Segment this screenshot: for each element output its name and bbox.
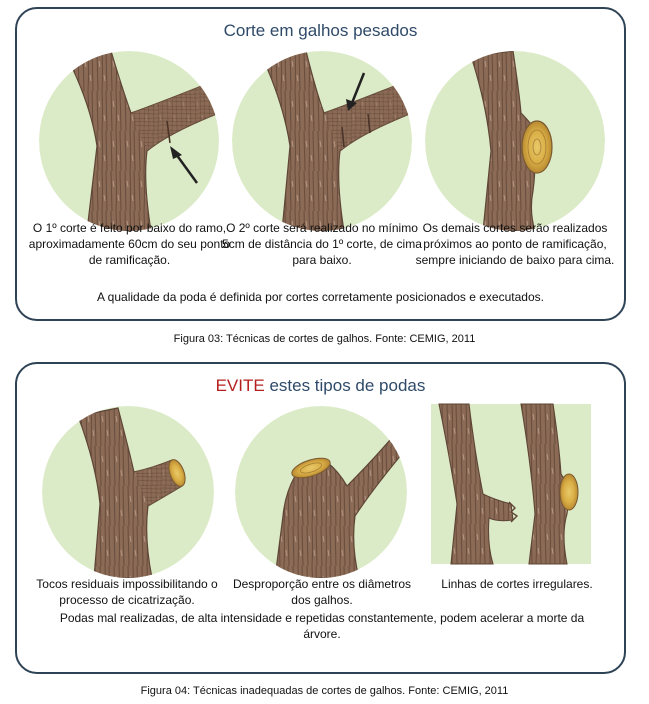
residual-stub-caption: Tocos residuais impossibilitando o processo de cicatrização. bbox=[36, 577, 218, 607]
irregular-cuts-caption: Linhas de cortes irregulares. bbox=[441, 577, 593, 591]
figure-4-caption: Figura 04: Técnicas inadequadas de cortes de galhos. Fonte: CEMIG, 2011 bbox=[140, 685, 509, 697]
second-cut-illustration bbox=[232, 51, 412, 231]
figure-2-title-warning: EVITE bbox=[215, 376, 265, 395]
first-cut-illustration bbox=[39, 51, 219, 231]
disproportion-caption: Desproporção entre os diâmetros dos galhos. bbox=[232, 577, 412, 607]
residual-stub-illustration bbox=[42, 406, 214, 578]
figure-2-title bbox=[17, 376, 624, 396]
final-cut-illustration bbox=[425, 51, 605, 231]
figure-2-title-rest: estes tipos de podas bbox=[264, 376, 426, 395]
figure-1-title: Corte em galhos pesados bbox=[223, 21, 418, 40]
figure-3-caption: Figura 03: Técnicas de cortes de galhos. Fonte: CEMIG, 2011 bbox=[173, 333, 476, 345]
figure-2-panel bbox=[15, 362, 626, 674]
second-cut-caption: O 2º corte será realizado no mínimo 5cm de distância do 1º corte, de cima para baixo. bbox=[222, 221, 422, 267]
figure-1-panel bbox=[15, 7, 626, 321]
irregular-cuts-illustration bbox=[431, 404, 591, 564]
figure-2-summary: Podas mal realizadas, de alta intensidade e repetidas constantemente, podem acelerar a morte da árvore. bbox=[59, 611, 585, 641]
disproportion-illustration bbox=[235, 406, 407, 578]
first-cut-caption: O 1º corte é feito por baixo do ramo, aproximadamente 60cm do seu ponto de ramificação. bbox=[28, 221, 231, 267]
figure-1-summary: A qualidade da poda é definida por cortes corretamente posicionados e executados. bbox=[97, 290, 544, 304]
final-cut-caption: Os demais cortes serão realizados próximos ao ponto de ramificação, sempre iniciando de baixo para cima. bbox=[415, 221, 615, 267]
